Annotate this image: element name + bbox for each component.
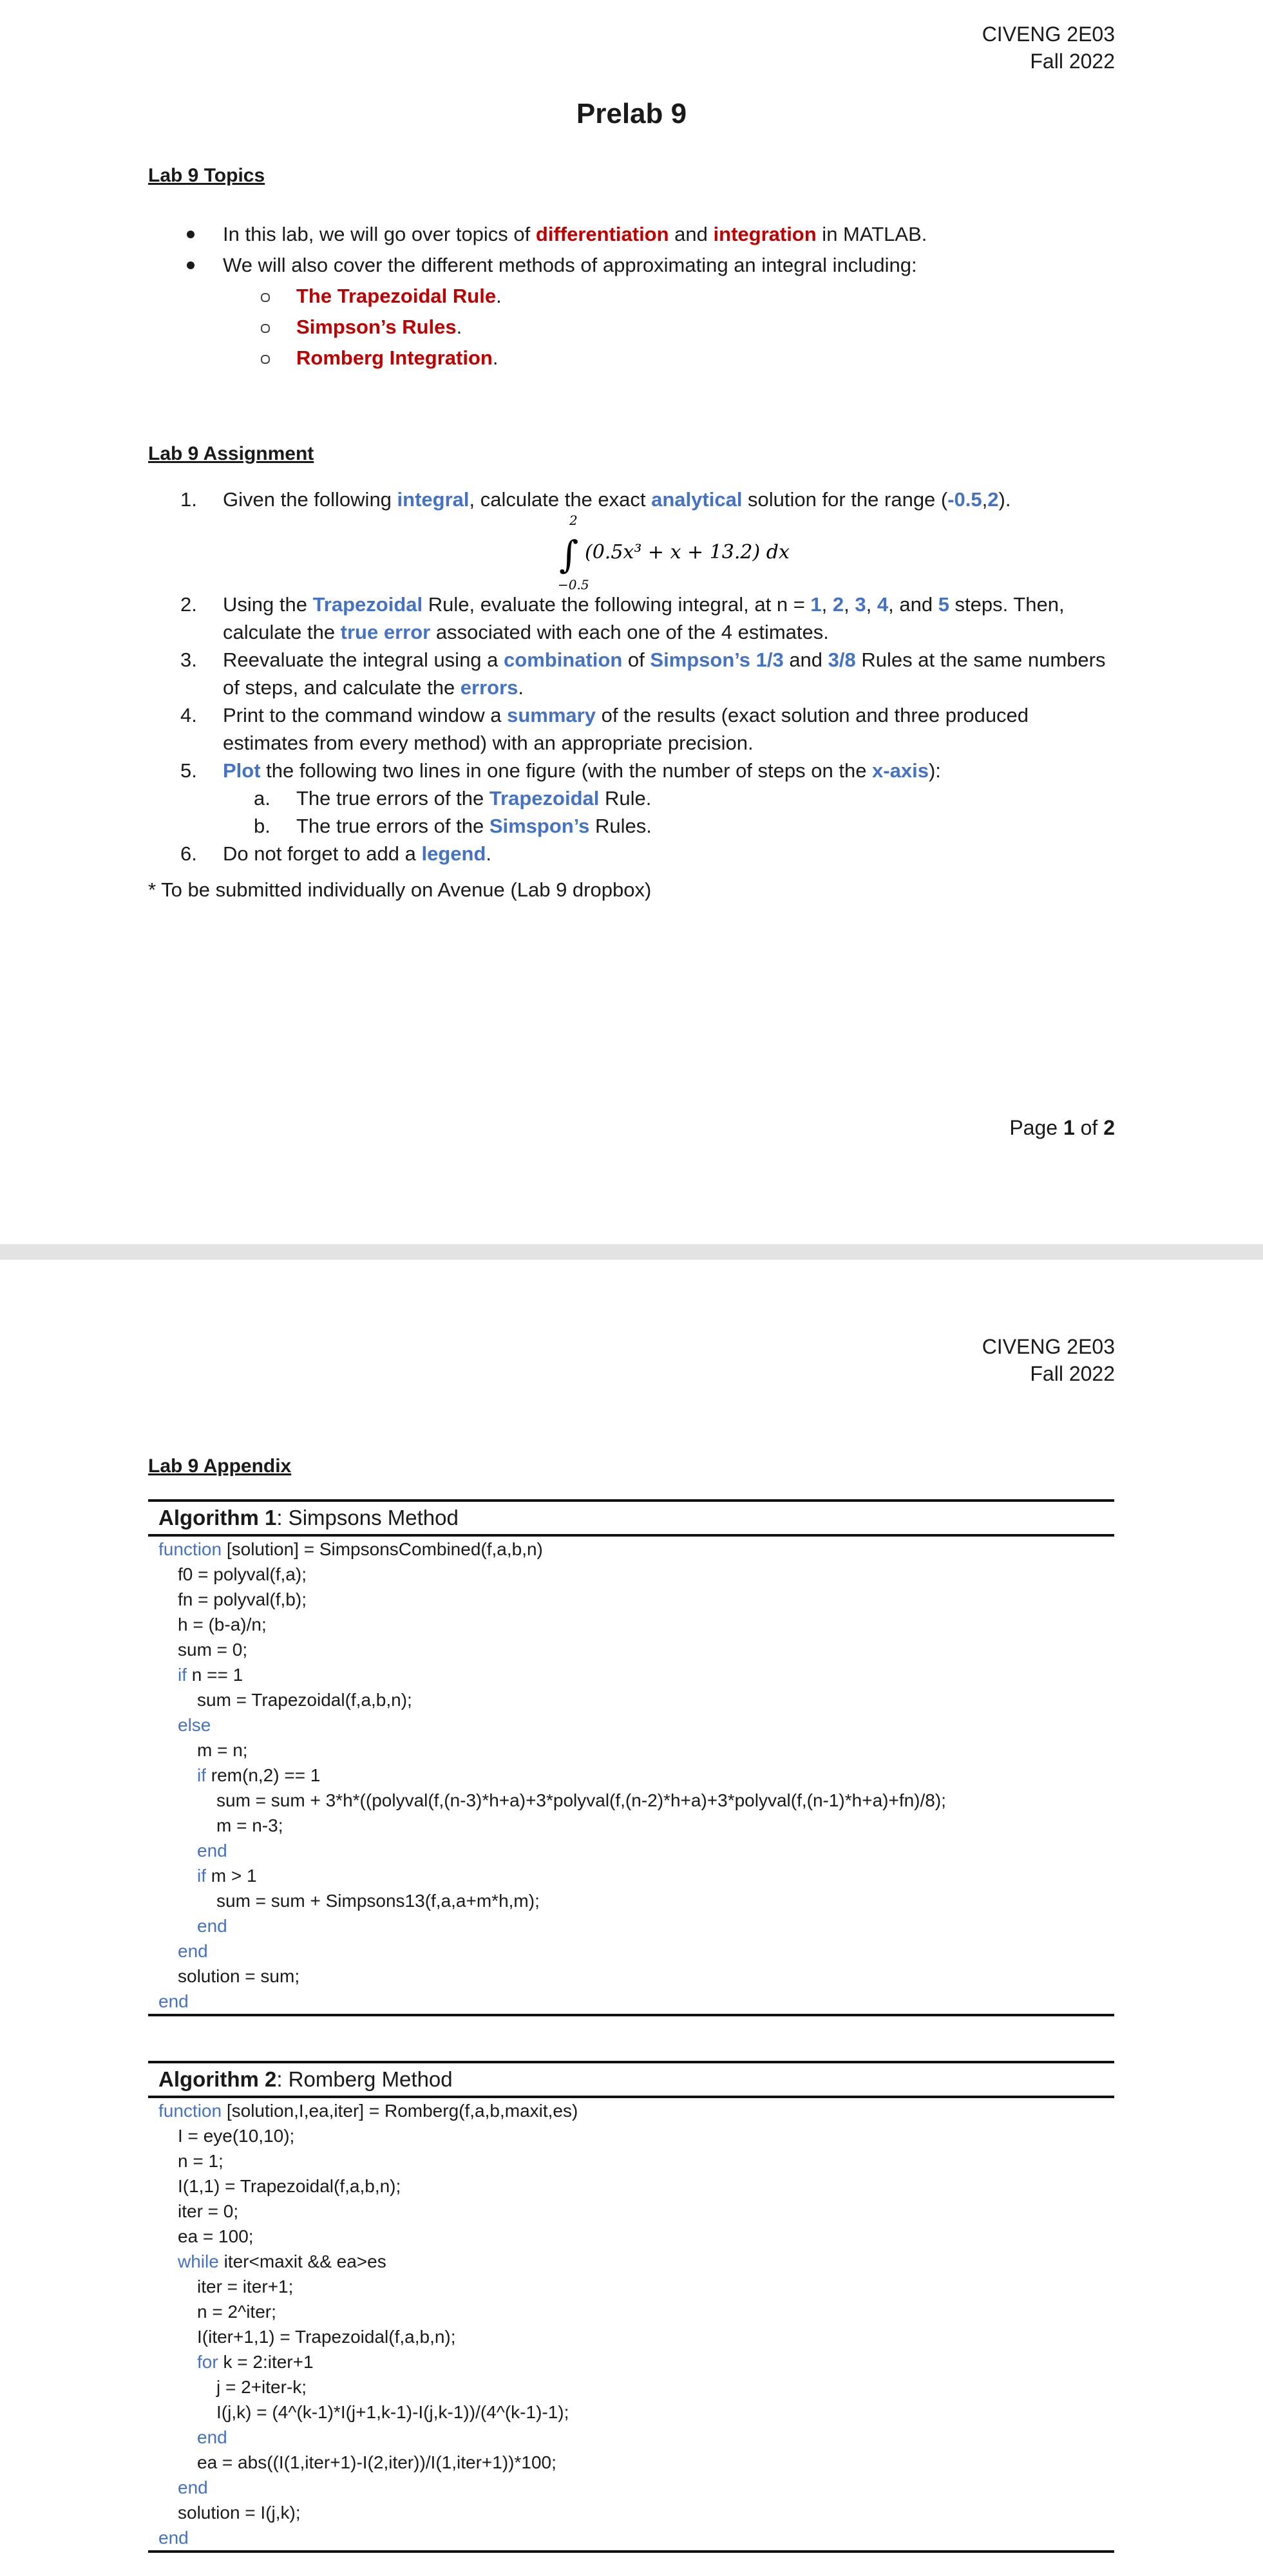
code-line	[158, 1562, 1114, 1587]
code-text: solution = sum;	[178, 1966, 300, 1986]
code-keyword: end	[197, 2427, 227, 2447]
page-1	[0, 0, 1263, 1244]
method-item: Simpson’s Rules.	[187, 312, 927, 343]
code-line	[158, 1913, 1114, 1938]
assignment-item: 5. Plot the following two lines in one figure (with the number of steps on the x-axis):	[180, 759, 941, 782]
code-line	[158, 2525, 1114, 2550]
course-code: CIVENG 2E03	[982, 23, 1115, 46]
code-text: h = (b-a)/n;	[178, 1615, 267, 1634]
page-number: Page 1 of 2	[1009, 1116, 1115, 1139]
code-keyword: end	[178, 1941, 208, 1961]
assignment-heading: Lab 9 Assignment	[148, 443, 314, 464]
code-text: rem(n,2) == 1	[206, 1765, 321, 1785]
assignment-item: 2. Using the Trapezoidal Rule, evaluate the following integral, at n = 1, 2, 3, 4, and 5 steps. Then, calculate the true error associated with each one of the 4 estimates.	[180, 593, 1065, 643]
code-line	[158, 1863, 1114, 1888]
code-keyword: function	[158, 2101, 222, 2121]
code-keyword: for	[197, 2352, 218, 2372]
integral-svg	[180, 513, 1108, 591]
code-text: m = n-3;	[216, 1815, 283, 1835]
topic-item: In this lab, we will go over topics of differentiation and integration in MATLAB.	[187, 219, 927, 250]
code-line	[158, 2400, 1114, 2425]
code-keyword: end	[158, 2528, 189, 2548]
code-line	[158, 2174, 1114, 2199]
code-line	[158, 2274, 1114, 2299]
hollow-bullet-icon	[261, 324, 270, 333]
code-text: m = n;	[197, 1740, 248, 1760]
hollow-bullet-icon	[261, 355, 270, 364]
code-line	[158, 2249, 1114, 2274]
code-text: [solution] = SimpsonsCombined(f,a,b,n)	[222, 1539, 543, 1559]
integral-lower-limit: −0.5	[558, 577, 589, 591]
method-item: The Trapezoidal Rule.	[187, 281, 927, 312]
code-keyword: end	[178, 2477, 208, 2497]
algorithm-1-box	[148, 1499, 1114, 2016]
code-line	[158, 2299, 1114, 2324]
code-line	[158, 2324, 1114, 2349]
assignment-item: 4. Print to the command window a summary of the results (exact solution and three produced estimates from every method) with an appropriate precision.	[180, 704, 1029, 754]
code-line	[158, 1537, 1114, 1562]
bullet-icon	[187, 261, 195, 269]
code-text: iter = iter+1;	[197, 2277, 294, 2297]
code-text: j = 2+iter-k;	[216, 2377, 307, 2397]
code-line	[158, 2349, 1114, 2374]
code-line	[158, 2098, 1114, 2123]
assignment-item: 1. Given the following integral, calculate the exact analytical solution for the range (-0.5,2).	[180, 488, 1011, 511]
code-line	[158, 1788, 1114, 1813]
code-keyword: function	[158, 1539, 222, 1559]
algorithm-1-code	[148, 1537, 1114, 2016]
code-keyword: while	[178, 2251, 219, 2271]
code-text: iter = 0;	[178, 2201, 239, 2221]
code-text: I = eye(10,10);	[178, 2126, 295, 2146]
code-line	[158, 1612, 1114, 1637]
code-keyword: else	[178, 1715, 211, 1735]
assignment-item: 3. Reevaluate the integral using a combination of Simpson’s 1/3 and 3/8 Rules at the same numbers of steps, and calculate the errors.	[180, 649, 1106, 699]
code-line	[158, 2148, 1114, 2174]
code-line	[158, 2199, 1114, 2224]
topic-item: We will also cover the different methods of approximating an integral including:	[187, 250, 927, 281]
code-keyword: if	[197, 1765, 206, 1785]
topics-list	[187, 219, 927, 374]
code-line	[158, 2425, 1114, 2450]
course-term: Fall 2022	[1030, 50, 1115, 73]
code-text: k = 2:iter+1	[218, 2352, 314, 2372]
integral-formula	[180, 513, 1108, 591]
code-line	[158, 1662, 1114, 1687]
code-line	[158, 1989, 1114, 2014]
code-keyword: end	[158, 1991, 189, 2011]
code-text: m > 1	[206, 1866, 257, 1886]
algorithm-1-title: Algorithm 1: Simpsons Method	[148, 1499, 1114, 1537]
code-text: sum = Trapezoidal(f,a,b,n);	[197, 1690, 412, 1710]
course-header	[982, 1333, 1115, 1387]
integrand: (0.5x³ + x + 13.2) dx	[585, 541, 790, 564]
code-text: solution = I(j,k);	[178, 2503, 301, 2523]
code-line	[158, 2374, 1114, 2400]
integral-upper-limit: 2	[569, 513, 578, 528]
code-text: sum = sum + Simpsons13(f,a,a+m*h,m);	[216, 1891, 540, 1911]
code-line	[158, 1813, 1114, 1838]
code-line	[158, 1637, 1114, 1662]
code-line	[158, 1964, 1114, 1989]
course-header	[982, 21, 1115, 75]
code-text: sum = sum + 3*h*((polyval(f,(n-3)*h+a)+3*polyval(f,(n-2)*h+a)+3*polyval(f,(n-1)*h+a)+fn)/8);	[216, 1790, 946, 1810]
code-line	[158, 2450, 1114, 2475]
keyword-integration: integration	[713, 223, 817, 245]
code-text: ea = abs((I(1,iter+1)-I(2,iter))/I(1,iter+1))*100;	[197, 2452, 556, 2472]
submission-note: * To be submitted individually on Avenue (Lab 9 dropbox)	[148, 878, 652, 901]
code-keyword: end	[197, 1916, 227, 1936]
code-text: I(j,k) = (4^(k-1)*I(j+1,k-1)-I(j,k-1))/(4^(k-1)-1);	[216, 2402, 569, 2422]
code-line	[158, 1738, 1114, 1763]
code-text: f0 = polyval(f,a);	[178, 1564, 307, 1584]
code-line	[158, 2500, 1114, 2525]
assignment-subitem: a. The true errors of the Trapezoidal Rule.	[254, 787, 652, 810]
assignment-item: 6. Do not forget to add a legend.	[180, 842, 492, 865]
algorithm-2-title: Algorithm 2: Romberg Method	[148, 2061, 1114, 2098]
code-line	[158, 1838, 1114, 1863]
code-text: n == 1	[187, 1665, 243, 1685]
code-text: n = 1;	[178, 2151, 223, 2171]
code-line	[158, 2475, 1114, 2500]
hollow-bullet-icon	[261, 293, 270, 302]
keyword-differentiation: differentiation	[535, 223, 669, 245]
course-term: Fall 2022	[1030, 1362, 1115, 1385]
code-line	[158, 2123, 1114, 2148]
appendix-heading: Lab 9 Appendix	[148, 1455, 292, 1477]
code-keyword: if	[178, 1665, 187, 1685]
code-text: I(iter+1,1) = Trapezoidal(f,a,b,n);	[197, 2327, 456, 2347]
integral-sign-icon: ∫	[559, 533, 579, 576]
code-text: ea = 100;	[178, 2226, 254, 2246]
code-text: iter<maxit && ea>es	[218, 2251, 386, 2271]
code-line	[158, 1888, 1114, 1913]
algorithm-2-box	[148, 2061, 1114, 2553]
code-line	[158, 1587, 1114, 1612]
code-line	[158, 1687, 1114, 1712]
algorithm-2-code	[148, 2098, 1114, 2553]
code-text: fn = polyval(f,b);	[178, 1589, 307, 1609]
assignment-subitem: b. The true errors of the Simspon’s Rules.	[254, 815, 652, 837]
code-text: I(1,1) = Trapezoidal(f,a,b,n);	[178, 2176, 401, 2196]
page-2	[0, 1260, 1263, 2576]
code-text: n = 2^iter;	[197, 2302, 276, 2322]
code-line	[158, 1712, 1114, 1738]
page-separator	[0, 1244, 1263, 1260]
method-item: Romberg Integration.	[187, 343, 927, 374]
code-keyword: end	[197, 1841, 227, 1861]
code-line	[158, 1938, 1114, 1964]
code-text: sum = 0;	[178, 1640, 248, 1660]
code-line	[158, 2224, 1114, 2249]
code-line	[158, 1763, 1114, 1788]
page-title: Prelab 9	[576, 98, 687, 129]
course-code: CIVENG 2E03	[982, 1335, 1115, 1358]
topics-heading: Lab 9 Topics	[148, 165, 265, 186]
assignment-list	[180, 486, 1108, 867]
code-text: [solution,I,ea,iter] = Romberg(f,a,b,maxit,es)	[222, 2101, 578, 2121]
bullet-icon	[187, 231, 195, 238]
code-keyword: if	[197, 1866, 206, 1886]
